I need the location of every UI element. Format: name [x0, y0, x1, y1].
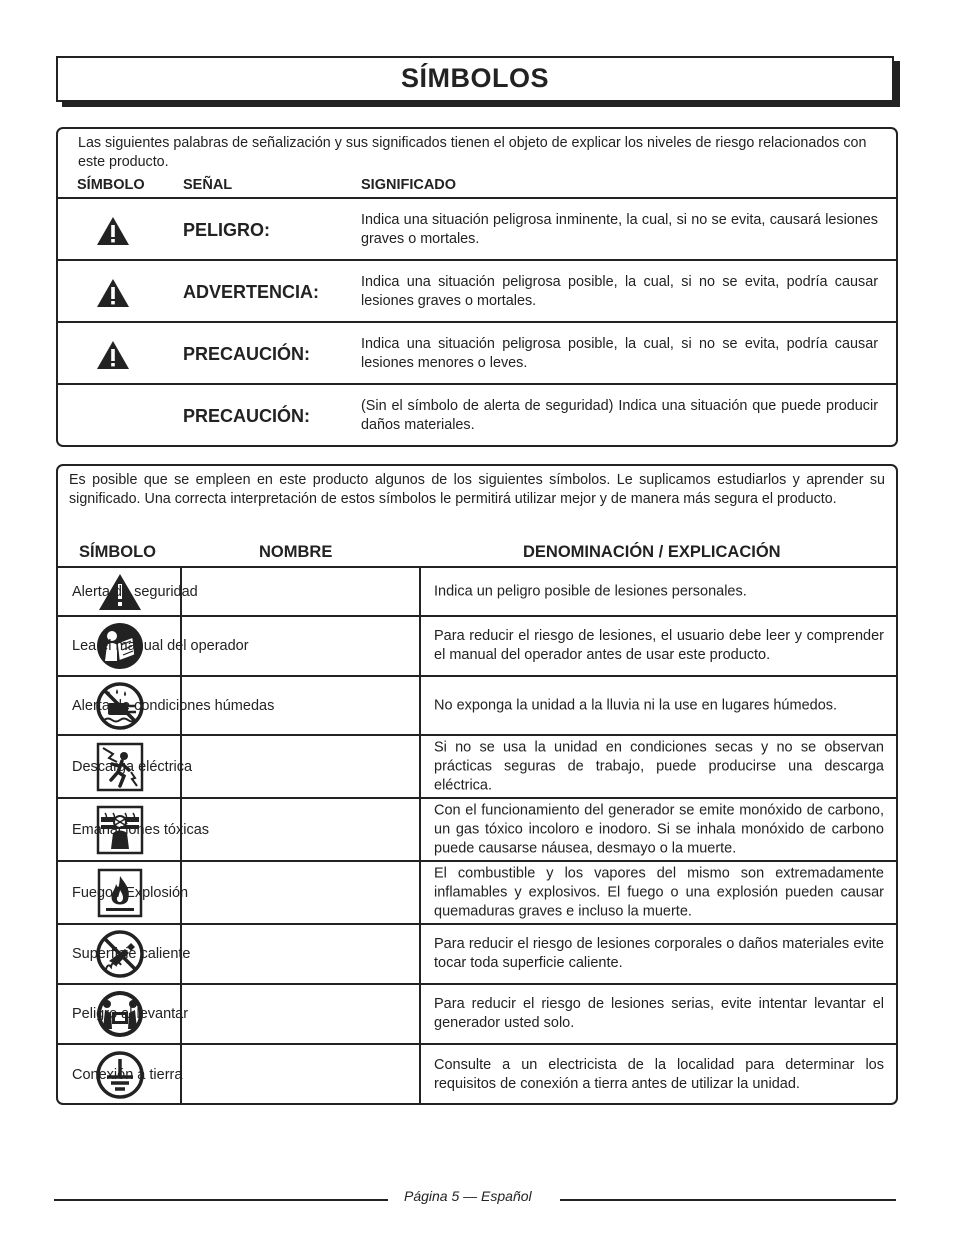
- signal-word: PRECAUCIÓN:: [183, 406, 311, 426]
- symbol-row: [58, 615, 896, 675]
- header-name: NOMBRE: [259, 543, 333, 561]
- symbol-name: Alerta de seguridad: [72, 583, 198, 600]
- symbol-row: [58, 923, 896, 983]
- page-title: SÍMBOLOS: [400, 63, 549, 93]
- symbol-explanation: Para reducir el riesgo de lesiones serias, evite intentar levantar el generador usted solo.: [434, 996, 884, 1031]
- symbol-name: Descarga eléctrica: [72, 758, 193, 775]
- signal-meaning: (Sin el símbolo de alerta de seguridad) Indica una situación que puede producir daños materiales.: [361, 398, 878, 433]
- symbol-explanation: No exponga la unidad a la lluvia ni la use en lugares húmedos.: [434, 697, 838, 713]
- symbol-row: [58, 797, 896, 860]
- symbol-explanation: Consulte a un electricista de la localidad para determinar los requisitos de conexión a tierra antes de utilizar la unidad.: [434, 1057, 884, 1092]
- signal-word: ADVERTENCIA:: [183, 282, 320, 302]
- signal-meaning: Indica una situación peligrosa posible, la cual, si no se evita, podría causar lesiones graves o mortales.: [361, 274, 878, 309]
- header-symbol: SÍMBOLO: [77, 177, 145, 193]
- symbol-name: Lea el manual del operador: [72, 638, 249, 654]
- footer-rule-right: [560, 1199, 896, 1201]
- warning-triangle-icon: [96, 278, 130, 308]
- symbols-intro: Es posible que se empleen en este producto algunos de los siguientes símbolos. Le suplicamos estudiarlos y aprender su significado. Una correcta interpretación de estos símbolos le permitirá utilizar mejor y de manera más segura el producto.: [69, 472, 885, 507]
- signal-word: PRECAUCIÓN:: [183, 344, 311, 364]
- symbols-box: [56, 464, 898, 1105]
- symbol-name: Conexión a tierra: [72, 1067, 183, 1083]
- symbol-row: [58, 860, 896, 923]
- symbol-row: [58, 1043, 896, 1105]
- symbol-explanation: Si no se usa la unidad en condiciones secas y no se observan prácticas seguras de trabajo, puede producirse una descarga eléctrica.: [434, 739, 884, 793]
- signal-row: [58, 197, 896, 260]
- warning-triangle-icon: [96, 216, 130, 246]
- symbol-name: Peligro al levantar: [72, 1006, 189, 1022]
- symbol-row: [58, 566, 896, 615]
- signal-row: [58, 321, 896, 384]
- symbol-explanation: Para reducir el riesgo de lesiones, el usuario debe leer y comprender el manual del operador antes de usar este producto.: [434, 628, 884, 663]
- header-explanation: DENOMINACIÓN / EXPLICACIÓN: [523, 543, 781, 561]
- symbol-name: Superficie caliente: [72, 946, 191, 962]
- signal-row: [58, 259, 896, 322]
- title-box: [56, 56, 894, 102]
- signal-meaning: Indica una situación peligrosa posible, la cual, si no se evita, podría causar lesiones menores o leves.: [361, 336, 878, 371]
- symbol-row: [58, 983, 896, 1043]
- header-symbol: SÍMBOLO: [79, 543, 156, 561]
- symbol-explanation: Indica un peligro posible de lesiones personales.: [434, 583, 747, 599]
- symbol-name: Alerta de condiciones húmedas: [72, 697, 275, 714]
- page-footer: Página 5 — Español: [404, 1188, 532, 1204]
- signal-intro: Las siguientes palabras de señalización y sus significados tienen el objeto de explicar los niveles de riesgo relacionados con este producto.: [78, 135, 867, 170]
- signal-words-box: [56, 127, 898, 447]
- symbol-name: Emanaciones tóxicas: [72, 821, 210, 838]
- footer-rule-left: [54, 1199, 388, 1201]
- symbol-name: Fuego / Explosión: [72, 884, 189, 901]
- symbol-row: [58, 675, 896, 734]
- header-signal: SEÑAL: [183, 177, 233, 193]
- signal-meaning: Indica una situación peligrosa inminente, la cual, si no se evita, causará lesiones graves o mortales.: [361, 212, 878, 247]
- symbol-explanation: Para reducir el riesgo de lesiones corporales o daños materiales evite tocar toda superficie caliente.: [434, 936, 884, 971]
- header-meaning: SIGNIFICADO: [361, 177, 457, 193]
- signal-word: PELIGRO:: [183, 220, 271, 240]
- warning-triangle-icon: [96, 340, 130, 370]
- symbol-explanation: El combustible y los vapores del mismo son extremadamente inflamables y explosivos. El fuego o una explosión pueden causar quemaduras graves e incluso la muerte.: [434, 865, 884, 919]
- symbol-explanation: Con el funcionamiento del generador se emite monóxido de carbono, un gas tóxico incoloro e inodoro. Si se inhala monóxido de carbono puede causarse náusea, desmayo o la muerte.: [434, 802, 884, 856]
- signal-row: [58, 383, 896, 446]
- symbol-row: [58, 734, 896, 797]
